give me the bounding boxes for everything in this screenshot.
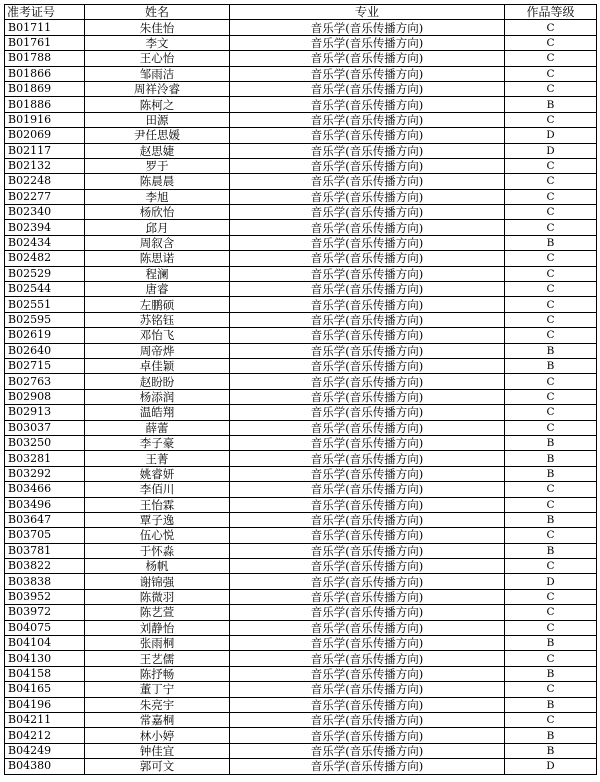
major-cell: 音乐学(音乐传播方向): [230, 559, 505, 574]
table-row: [5, 97, 597, 112]
name-cell: 陈晨晨: [85, 174, 230, 189]
table-row: [5, 220, 597, 235]
grade-cell: B: [505, 343, 597, 358]
name-cell: 左鹏硕: [85, 297, 230, 312]
name-cell: 伍心悦: [85, 528, 230, 543]
name-cell: 李子豪: [85, 435, 230, 450]
major-cell: 音乐学(音乐传播方向): [230, 297, 505, 312]
name-cell: 王菁: [85, 451, 230, 466]
major-cell: 音乐学(音乐传播方向): [230, 220, 505, 235]
major-cell: 音乐学(音乐传播方向): [230, 666, 505, 681]
table-row: [5, 189, 597, 204]
exam-id-cell: B04380: [5, 759, 85, 774]
major-cell: 音乐学(音乐传播方向): [230, 343, 505, 358]
table-row: [5, 51, 597, 66]
name-cell: 尹任思媛: [85, 128, 230, 143]
grade-cell: C: [505, 482, 597, 497]
grade-cell: B: [505, 743, 597, 758]
major-cell: 音乐学(音乐传播方向): [230, 312, 505, 327]
name-cell: 朱亮宇: [85, 697, 230, 712]
major-cell: 音乐学(音乐传播方向): [230, 743, 505, 758]
major-cell: 音乐学(音乐传播方向): [230, 97, 505, 112]
exam-id-cell: B02117: [5, 143, 85, 158]
grade-cell: C: [505, 328, 597, 343]
name-cell: 杨添润: [85, 389, 230, 404]
grade-cell: C: [505, 266, 597, 281]
exam-id-cell: B01788: [5, 51, 85, 66]
name-cell: 林小婷: [85, 728, 230, 743]
table-row: [5, 589, 597, 604]
grade-cell: C: [505, 374, 597, 389]
exam-id-cell: B03838: [5, 574, 85, 589]
table-row: [5, 466, 597, 481]
exam-id-cell: B02908: [5, 389, 85, 404]
name-cell: 罗于: [85, 158, 230, 173]
name-cell: 常嘉桐: [85, 712, 230, 727]
major-cell: 音乐学(音乐传播方向): [230, 712, 505, 727]
name-cell: 李佰川: [85, 482, 230, 497]
grade-cell: C: [505, 220, 597, 235]
table-row: [5, 66, 597, 81]
major-cell: 音乐学(音乐传播方向): [230, 174, 505, 189]
exam-id-cell: B03952: [5, 589, 85, 604]
name-cell: 唐睿: [85, 282, 230, 297]
name-cell: 王心怡: [85, 51, 230, 66]
exam-id-cell: B01761: [5, 35, 85, 50]
major-cell: 音乐学(音乐传播方向): [230, 389, 505, 404]
name-cell: 陈艺萱: [85, 605, 230, 620]
table-row: [5, 251, 597, 266]
grade-cell: B: [505, 451, 597, 466]
grade-cell: D: [505, 143, 597, 158]
name-cell: 周帝烨: [85, 343, 230, 358]
exam-id-cell: B03647: [5, 512, 85, 527]
exam-id-cell: B01869: [5, 81, 85, 96]
exam-id-cell: B02551: [5, 297, 85, 312]
table-row: [5, 112, 597, 127]
exam-id-cell: B03292: [5, 466, 85, 481]
table-row: [5, 743, 597, 758]
table-row: [5, 343, 597, 358]
grade-cell: C: [505, 251, 597, 266]
table-row: [5, 81, 597, 96]
table-row: [5, 420, 597, 435]
name-cell: 邹雨洁: [85, 66, 230, 81]
exam-id-cell: B02544: [5, 282, 85, 297]
table-row: [5, 697, 597, 712]
exam-id-cell: B01886: [5, 97, 85, 112]
major-cell: 音乐学(音乐传播方向): [230, 282, 505, 297]
exam-id-cell: B04196: [5, 697, 85, 712]
grade-cell: C: [505, 389, 597, 404]
exam-id-cell: B02340: [5, 205, 85, 220]
grade-cell: C: [505, 497, 597, 512]
major-cell: 音乐学(音乐传播方向): [230, 543, 505, 558]
grade-cell: C: [505, 297, 597, 312]
major-cell: 音乐学(音乐传播方向): [230, 420, 505, 435]
grade-cell: B: [505, 728, 597, 743]
table-row: [5, 20, 597, 35]
table-row: [5, 682, 597, 697]
exam-id-cell: B02482: [5, 251, 85, 266]
exam-id-cell: B02595: [5, 312, 85, 327]
major-cell: 音乐学(音乐传播方向): [230, 512, 505, 527]
exam-id-cell: B03250: [5, 435, 85, 450]
exam-id-cell: B03466: [5, 482, 85, 497]
exam-id-cell: B04158: [5, 666, 85, 681]
table-row: [5, 512, 597, 527]
grade-cell: C: [505, 528, 597, 543]
grade-cell: C: [505, 35, 597, 50]
name-cell: 周叙含: [85, 235, 230, 250]
table-row: [5, 620, 597, 635]
grade-cell: D: [505, 574, 597, 589]
grade-cell: C: [505, 20, 597, 35]
name-cell: 王艺儒: [85, 651, 230, 666]
major-cell: 音乐学(音乐传播方向): [230, 143, 505, 158]
major-cell: 音乐学(音乐传播方向): [230, 51, 505, 66]
name-cell: 苏铭钰: [85, 312, 230, 327]
name-cell: 赵思婕: [85, 143, 230, 158]
name-cell: 覃子逸: [85, 512, 230, 527]
exam-id-cell: B04104: [5, 636, 85, 651]
table-row: [5, 235, 597, 250]
major-cell: 音乐学(音乐传播方向): [230, 66, 505, 81]
major-cell: 音乐学(音乐传播方向): [230, 328, 505, 343]
table-body: [5, 20, 597, 774]
table-row: [5, 128, 597, 143]
exam-id-cell: B04211: [5, 712, 85, 727]
grade-cell: B: [505, 358, 597, 373]
header-row: [5, 5, 597, 20]
name-cell: 谢锦强: [85, 574, 230, 589]
table-row: [5, 205, 597, 220]
major-cell: 音乐学(音乐传播方向): [230, 81, 505, 96]
grade-cell: C: [505, 559, 597, 574]
major-cell: 音乐学(音乐传播方向): [230, 20, 505, 35]
grade-cell: D: [505, 759, 597, 774]
exam-id-cell: B03972: [5, 605, 85, 620]
major-cell: 音乐学(音乐传播方向): [230, 728, 505, 743]
exam-id-cell: B04249: [5, 743, 85, 758]
grade-cell: C: [505, 712, 597, 727]
exam-id-cell: B02529: [5, 266, 85, 281]
grade-cell: C: [505, 405, 597, 420]
major-cell: 音乐学(音乐传播方向): [230, 605, 505, 620]
grade-cell: C: [505, 282, 597, 297]
major-cell: 音乐学(音乐传播方向): [230, 482, 505, 497]
exam-id-cell: B02913: [5, 405, 85, 420]
major-cell: 音乐学(音乐传播方向): [230, 466, 505, 481]
exam-id-cell: B04212: [5, 728, 85, 743]
grade-cell: B: [505, 235, 597, 250]
table-row: [5, 728, 597, 743]
name-cell: 温皓翔: [85, 405, 230, 420]
table-row: [5, 174, 597, 189]
exam-id-cell: B01916: [5, 112, 85, 127]
grade-cell: B: [505, 97, 597, 112]
grade-cell: C: [505, 66, 597, 81]
table-row: [5, 497, 597, 512]
grade-cell: B: [505, 543, 597, 558]
table-row: [5, 666, 597, 681]
name-cell: 邱月: [85, 220, 230, 235]
name-cell: 田源: [85, 112, 230, 127]
name-cell: 王怡霖: [85, 497, 230, 512]
major-cell: 音乐学(音乐传播方向): [230, 35, 505, 50]
table-row: [5, 282, 597, 297]
table-row: [5, 143, 597, 158]
exam-id-cell: B03705: [5, 528, 85, 543]
major-cell: 音乐学(音乐传播方向): [230, 589, 505, 604]
name-cell: 于怀淼: [85, 543, 230, 558]
name-cell: 朱佳怡: [85, 20, 230, 35]
name-cell: 陈思诺: [85, 251, 230, 266]
exam-id-cell: B04130: [5, 651, 85, 666]
table-row: [5, 297, 597, 312]
major-cell: 音乐学(音乐传播方向): [230, 112, 505, 127]
name-cell: 邓怡飞: [85, 328, 230, 343]
major-cell: 音乐学(音乐传播方向): [230, 697, 505, 712]
name-cell: 薛蕾: [85, 420, 230, 435]
table-row: [5, 374, 597, 389]
header-major: 专业: [230, 5, 505, 20]
exam-id-cell: B04165: [5, 682, 85, 697]
grade-cell: D: [505, 128, 597, 143]
major-cell: 音乐学(音乐传播方向): [230, 636, 505, 651]
exam-id-cell: B02248: [5, 174, 85, 189]
name-cell: 张雨桐: [85, 636, 230, 651]
grade-cell: B: [505, 636, 597, 651]
grade-cell: C: [505, 51, 597, 66]
table-row: [5, 405, 597, 420]
major-cell: 音乐学(音乐传播方向): [230, 620, 505, 635]
table-row: [5, 605, 597, 620]
grade-cell: B: [505, 512, 597, 527]
major-cell: 音乐学(音乐传播方向): [230, 189, 505, 204]
major-cell: 音乐学(音乐传播方向): [230, 358, 505, 373]
grade-cell: C: [505, 312, 597, 327]
table-row: [5, 389, 597, 404]
name-cell: 杨欣怡: [85, 205, 230, 220]
major-cell: 音乐学(音乐传播方向): [230, 759, 505, 774]
table-row: [5, 759, 597, 774]
grade-cell: C: [505, 174, 597, 189]
table-row: [5, 636, 597, 651]
major-cell: 音乐学(音乐传播方向): [230, 158, 505, 173]
table-row: [5, 312, 597, 327]
table-row: [5, 328, 597, 343]
exam-id-cell: B03281: [5, 451, 85, 466]
grade-cell: B: [505, 666, 597, 681]
grade-cell: C: [505, 651, 597, 666]
exam-id-cell: B02640: [5, 343, 85, 358]
name-cell: 赵盼盼: [85, 374, 230, 389]
major-cell: 音乐学(音乐传播方向): [230, 235, 505, 250]
major-cell: 音乐学(音乐传播方向): [230, 374, 505, 389]
grade-cell: C: [505, 682, 597, 697]
major-cell: 音乐学(音乐传播方向): [230, 405, 505, 420]
name-cell: 陈抒畅: [85, 666, 230, 681]
name-cell: 郭可文: [85, 759, 230, 774]
name-cell: 姚睿妍: [85, 466, 230, 481]
table-row: [5, 451, 597, 466]
exam-id-cell: B02132: [5, 158, 85, 173]
major-cell: 音乐学(音乐传播方向): [230, 128, 505, 143]
exam-id-cell: B01711: [5, 20, 85, 35]
exam-id-cell: B02434: [5, 235, 85, 250]
table-row: [5, 559, 597, 574]
name-cell: 董丁宁: [85, 682, 230, 697]
grade-cell: C: [505, 205, 597, 220]
grade-cell: C: [505, 589, 597, 604]
table-row: [5, 358, 597, 373]
name-cell: 陈柯之: [85, 97, 230, 112]
exam-id-cell: B02277: [5, 189, 85, 204]
exam-id-cell: B02069: [5, 128, 85, 143]
grade-cell: B: [505, 435, 597, 450]
major-cell: 音乐学(音乐传播方向): [230, 651, 505, 666]
name-cell: 钟佳宜: [85, 743, 230, 758]
exam-id-cell: B04075: [5, 620, 85, 635]
table-row: [5, 158, 597, 173]
name-cell: 杨帆: [85, 559, 230, 574]
exam-id-cell: B01866: [5, 66, 85, 81]
header-name: 姓名: [85, 5, 230, 20]
major-cell: 音乐学(音乐传播方向): [230, 205, 505, 220]
name-cell: 刘静怡: [85, 620, 230, 635]
name-cell: 周祥泠睿: [85, 81, 230, 96]
name-cell: 程澜: [85, 266, 230, 281]
table-row: [5, 651, 597, 666]
table-row: [5, 543, 597, 558]
table-row: [5, 266, 597, 281]
exam-id-cell: B02715: [5, 358, 85, 373]
exam-id-cell: B02763: [5, 374, 85, 389]
grade-cell: C: [505, 420, 597, 435]
name-cell: 李旭: [85, 189, 230, 204]
major-cell: 音乐学(音乐传播方向): [230, 451, 505, 466]
table-row: [5, 482, 597, 497]
grade-cell: B: [505, 466, 597, 481]
table-row: [5, 574, 597, 589]
header-grade: 作品等级: [505, 5, 597, 20]
major-cell: 音乐学(音乐传播方向): [230, 682, 505, 697]
header-exam-id: 准考证号: [5, 5, 85, 20]
exam-id-cell: B03037: [5, 420, 85, 435]
table-row: [5, 35, 597, 50]
exam-id-cell: B03496: [5, 497, 85, 512]
grade-cell: C: [505, 158, 597, 173]
major-cell: 音乐学(音乐传播方向): [230, 528, 505, 543]
major-cell: 音乐学(音乐传播方向): [230, 266, 505, 281]
table-row: [5, 712, 597, 727]
exam-id-cell: B03781: [5, 543, 85, 558]
exam-id-cell: B02619: [5, 328, 85, 343]
major-cell: 音乐学(音乐传播方向): [230, 497, 505, 512]
name-cell: 陈微羽: [85, 589, 230, 604]
exam-id-cell: B02394: [5, 220, 85, 235]
major-cell: 音乐学(音乐传播方向): [230, 574, 505, 589]
grade-cell: C: [505, 81, 597, 96]
exam-id-cell: B03822: [5, 559, 85, 574]
table-row: [5, 528, 597, 543]
grade-cell: B: [505, 697, 597, 712]
major-cell: 音乐学(音乐传播方向): [230, 435, 505, 450]
name-cell: 李文: [85, 35, 230, 50]
grade-cell: C: [505, 605, 597, 620]
name-cell: 卓佳颖: [85, 358, 230, 373]
results-table: [4, 4, 597, 775]
major-cell: 音乐学(音乐传播方向): [230, 251, 505, 266]
grade-cell: C: [505, 112, 597, 127]
grade-cell: C: [505, 620, 597, 635]
table-row: [5, 435, 597, 450]
grade-cell: C: [505, 189, 597, 204]
